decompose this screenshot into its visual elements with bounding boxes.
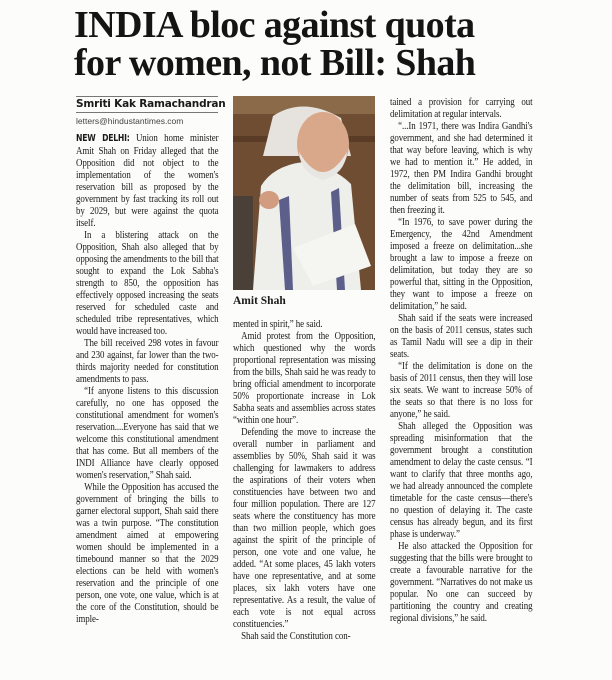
paragraph: “If anyone listens to this discussion carefully, no one has opposed the constitutional amendment for women's reservation....Everyone has said that we welcome this constitutional amendment that has come. But all members of the INDI Alliance have clearly opposed women's reservation,” Shah said. [76,385,219,481]
dateline: NEW DELHI: [76,133,130,144]
headline-line-1: INDIA bloc against quota [74,4,475,46]
article-column-3 [390,96,533,624]
paragraph: “In 1976, to save power during the Emergency, the 42nd Amendment imposed a freeze on delimitation...she brought a law to impose a freeze on delimitation, but today they are so powerful that, sitting in the Opposition, they want to impose a freeze on delimitation,” he said. [390,216,533,312]
paragraph: Amid protest from the Opposition, which questioned why the words proportional representation was missing from the bills, Shah said he was ready to bring official amendment to incorporate 50% proportionate increase in Lok Sabha seats and assemblies across states “within one hour”. [233,330,376,426]
paragraph: mented in spirit,” he said. [233,318,323,330]
article-column-2 [233,318,376,642]
paragraph: Shah said the Constitution con- [241,630,351,642]
byline-top-rule [76,96,218,97]
byline-email: letters@hindustantimes.com [76,116,184,126]
article-column-1 [76,132,219,625]
headline [74,6,544,82]
paragraph: Shah said if the seats were increased on the basis of 2011 census, states such as Tamil Nadu will see a dip in their seats. [390,312,533,360]
paragraph: In a blistering attack on the Opposition, Shah also alleged that by opposing the amendments to the bill that sought to expand the Lok Sabha's strength to 850, the opposition has effectively opposed increasing the seats reserved for scheduled caste and scheduled tribe representatives, which would have increased too. [76,229,219,337]
paragraph: Shah alleged the Opposition was spreading misinformation that the government brought a constitution amendment to delay the caste census. “I want to clarify that three months ago, we had already announced the complete timetable for the caste census—there's no question of delaying it. The caste census has already begun, and its first phase is underway.” [390,420,533,540]
paragraph: While the Opposition has accused the government of bringing the bills to garner electoral support, Shah said there was a twin purpose. “The constitution amendment aimed at empowering women should be implemented in a timebound manner so that the 2029 elections can be held with women's reservation and the principle of one person, one vote, one value, which is at the core of the Constitution, should be imple- [76,481,219,625]
paragraph: The bill received 298 votes in favour and 230 against, far lower than the two-thirds majority needed for constitution amendments to pass. [76,337,219,385]
headline-line-2: for women, not Bill: Shah [74,42,476,84]
paragraph-text: Union home minister Amit Shah on Friday alleged that the Opposition did not object to the implementation of the women's reservation bill as proposed by the government by fast tracking its roll out by 2029, but were against the quota itself. [76,132,219,229]
paragraph: tained a provision for carrying out delimitation at regular intervals. [390,96,533,120]
byline-author: Smriti Kak Ramachandran [76,98,226,110]
paragraph: He also attacked the Opposition for suggesting that the bills were brought to create a favourable narrative for the government. “Narratives do not make us popular. No one can succeed by partitioning the country and creating regional divisions,” he said. [390,540,533,624]
photo-caption: Amit Shah [233,295,286,307]
paragraph: “If the delimitation is done on the basis of 2011 census, then they will lose six seats. We want to increase 50% of the seats so that there is no loss for anyone,” he said. [390,360,533,420]
paragraph [76,132,219,229]
paragraph: Defending the move to increase the overall number in parliament and assemblies by 50%, Shah said it was challenging for lawmakers to address the aspirations of their voters when constituencies have between two and four million population. There are 127 seats where the constituency has more than two million people, which goes against the spirit of the principle of person, one vote and one value, he added. “At some places, 45 lakh voters have one representative, and at some places, six lakh voters have one representative. As a result, the value of each vote is not equal across constituencies.” [233,426,376,630]
photo-amit-shah [233,96,375,290]
byline-bottom-rule [76,112,218,113]
paragraph: “...In 1971, there was Indira Gandhi's government, and she had determined it that way before leaving, which is why we had to mention it.” He added, in 1972, then PM Indira Gandhi brought the delimitation bill, increasing the number of seats from 525 to 545, and then freezing it. [390,120,533,216]
